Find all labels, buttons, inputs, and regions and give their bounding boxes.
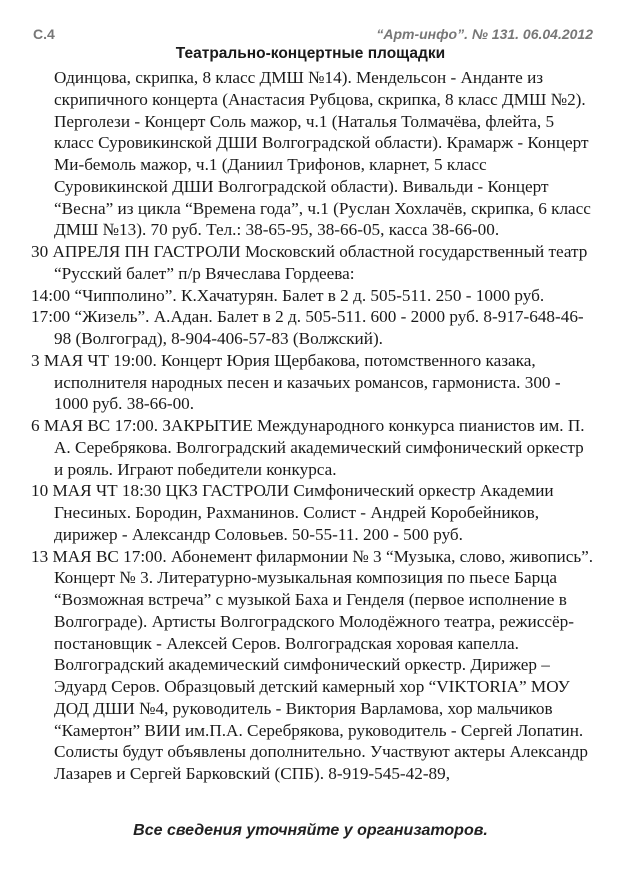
listing-entry-chipollino: 14:00 “Чипполино”. К.Хачатурян. Балет в 2 д. 505-511. 250 - 1000 руб. <box>31 285 545 305</box>
listing-entry-giselle: 17:00 “Жизель”. А.Адан. Балет в 2 д. 505-511. 600 - 2000 руб. 8-917-648-46-98 (Волгоград), 8-904-406-57-83 (Волжский). <box>31 307 584 348</box>
listing-entry-may13: 13 МАЯ ВС 17:00. Абонемент филармонии № 3 “Музыка, слово, живопись”. Концерт № 3. Литературно-музыкальная композиция по пьесе Барца “Возможная встреча” с музыкой Баха и Генделя (первое исполнение в Волгограде). Артисты Волгоградского Молодёжного театра, режиссёр-постановщик - Алексей Серов. Волгоградская хоровая капелла. Волгоградский академический симфонический оркестр. Дирижер – Эдуард Серов. Образцовый детский камерный хор “VIKTORIA” МОУ ДОД ДШИ №4, руководитель - Виктория Варламова, хор мальчиков “Камертон” ВИИ им.П.А. Серебрякова, руководитель - Сергей Лопатин. Солисты будут объявлены дополнительно. Участвуют актеры Александр Лазарев и Сергей Барковский (СПБ). 8-919-545-42-89, <box>31 546 594 783</box>
listing-entry-may6: 6 МАЯ ВС 17:00. ЗАКРЫТИЕ Международного конкурса пианистов им. П. А. Серебрякова. Волгоградский академический симфонический оркестр и рояль. Играют победители конкурса. <box>31 416 585 479</box>
listing-entry-may10: 10 МАЯ ЧТ 18:30 ЦКЗ ГАСТРОЛИ Симфонический оркестр Академии Гнесиных. Бородин, Рахманинов. Солист - Андрей Коробейников, дирижер - Александр Соловьев. 50-55-11. 200 - 500 руб. <box>31 481 554 544</box>
section-title: Театрально-концертные площадки <box>175 45 446 62</box>
listing-entry-may3: 3 МАЯ ЧТ 19:00. Концерт Юрия Щербакова, потомственного казака, исполнителя народных песен и казачьих романсов, гармониста. 300 - 1000 руб. 38-66-00. <box>31 350 561 414</box>
issue-info: “Арт-инфо”. № 131. 06.04.2012 <box>376 26 593 42</box>
footer-note: Все сведения уточняйте у организаторов. <box>133 822 488 839</box>
continued-entry-text: Одинцова, скрипка, 8 класс ДМШ №14). Мендельсон - Анданте из скрипичного концерта (Анастасия Рубцова, скрипка, 8 класс ДМШ №2). Перголези - Концерт Соль мажор, ч.1 (Наталья Толмачёва, флейта, 5 класс Суровикинской ДШИ Волгоградской области). Крамарж - Концерт Ми-бемоль мажор, ч.1 (Даниил Трифонов, кларнет, 5 класс Суровикинской ДШИ Волгоградской области). Вивальди - Концерт “Весна” из цикла “Времена года”, ч.1 (Руслан Хохлачёв, скрипка, 6 класс ДМШ №13). 70 руб. Тел.: 38-65-95, 38-66-05, касса 38-66-00. <box>54 68 591 240</box>
page-header <box>33 26 593 46</box>
listing-entry-apr30: 30 АПРЕЛЯ ПН ГАСТРОЛИ Московский областной государственный театр “Русский балет” п/р Вячеслава Гордеева: <box>31 242 588 283</box>
page-number: С.4 <box>33 26 55 42</box>
listing-content <box>31 67 597 785</box>
